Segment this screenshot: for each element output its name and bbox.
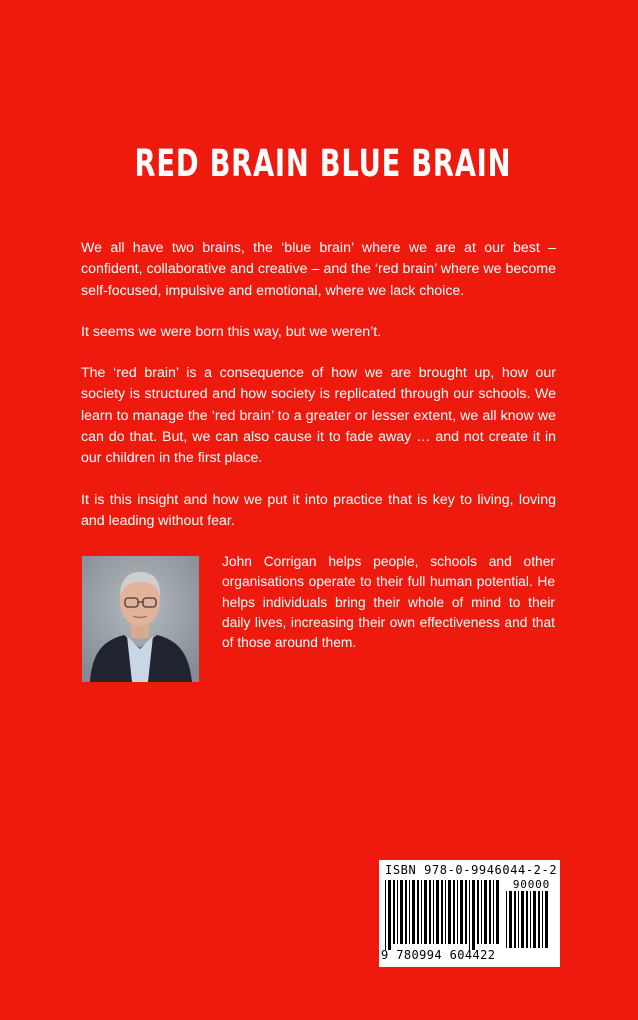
blurb-paragraph: We all have two brains, the ‘blue brain’ where we are at our best – confident, collaborative and creative – and the ‘red brain’ where we become self-focused, impulsive and emotional, where we lack choice.: [81, 240, 556, 299]
blurb-paragraph: It is this insight and how we put it into practice that is key to living, loving and leading without fear.: [81, 491, 556, 529]
ean-barcode-bars: [385, 880, 501, 950]
addon-barcode-bars: [506, 891, 552, 948]
blurb-text: [81, 238, 556, 552]
blurb-paragraph: The ‘red brain’ is a consequence of how we are brought up, how our society is structured and how society is replicated through our schools. We learn to manage the ‘red brain’ to a greater or lesser extent, we all know we can do that. But, we can also cause it to fade away … and not create it in our children in the first place.: [81, 365, 556, 467]
isbn-barcode: [379, 860, 560, 967]
isbn-label: ISBN 978-0-9946044-2-2: [385, 863, 558, 877]
price-code: 90000: [512, 878, 550, 891]
book-title: RED BRAIN BLUE BRAIN: [134, 142, 512, 185]
author-photo: [82, 556, 199, 682]
blurb-paragraph: It seems we were born this way, but we weren’t.: [81, 323, 382, 340]
author-bio: John Corrigan helps people, schools and other organisations operate to their full human potential. He helps individuals bring their whole of mind to their daily lives, increasing their own effectiveness and that of those around them.: [222, 554, 555, 651]
ean-digits: 9 780994 604422: [381, 948, 496, 962]
